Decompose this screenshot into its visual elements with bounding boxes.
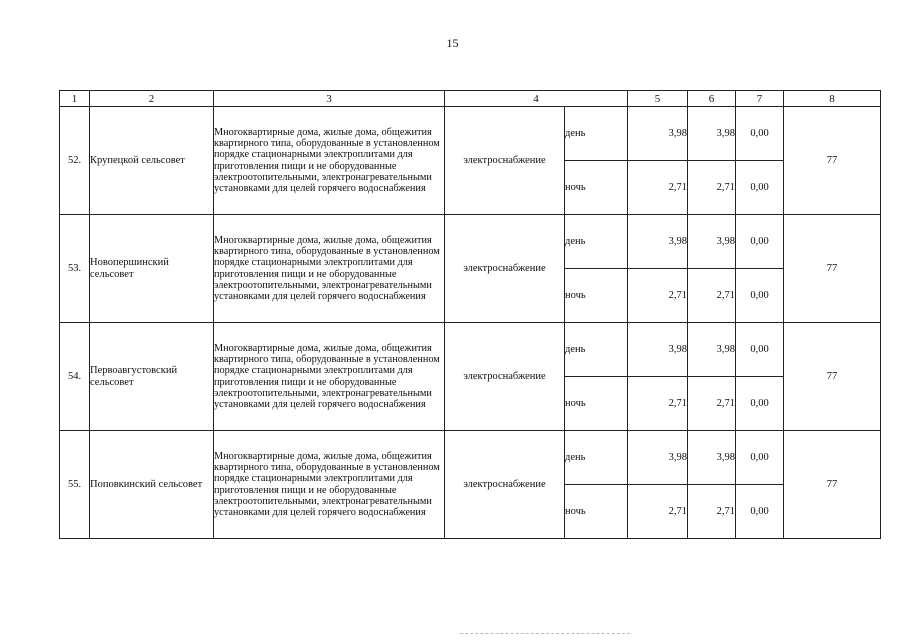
period-label: ночь: [565, 161, 628, 215]
period-label: ночь: [565, 485, 628, 539]
tariff-change-col7: 0,00: [736, 161, 784, 215]
tariff-change-col7: 0,00: [736, 485, 784, 539]
settlement-name: Крупецкой сельсовет: [90, 107, 214, 215]
table-row: [60, 107, 881, 161]
tariff-value-col6: 3,98: [688, 431, 736, 485]
column-header: 3: [214, 91, 445, 107]
column-header: 8: [784, 91, 881, 107]
tariff-change-col7: 0,00: [736, 323, 784, 377]
tariff-change-col7: 0,00: [736, 377, 784, 431]
column-header: 4: [445, 91, 628, 107]
period-label: ночь: [565, 269, 628, 323]
settlement-name: Новопершинский сельсовет: [90, 215, 214, 323]
column-header: 1: [60, 91, 90, 107]
period-label: день: [565, 215, 628, 269]
tariff-change-col7: 0,00: [736, 215, 784, 269]
header-row: [60, 91, 881, 107]
tariff-table: [59, 90, 881, 539]
tariff-value-col5: 3,98: [628, 323, 688, 377]
tariff-value-col5: 2,71: [628, 377, 688, 431]
column-header: 7: [736, 91, 784, 107]
service-type: электроснабжение: [445, 215, 565, 323]
tariff-value-col6: 2,71: [688, 485, 736, 539]
column-header: 6: [688, 91, 736, 107]
tariff-value-col5: 2,71: [628, 485, 688, 539]
scan-artifact: [460, 633, 630, 636]
period-label: день: [565, 431, 628, 485]
index-col8: 77: [784, 215, 881, 323]
tariff-value-col5: 3,98: [628, 215, 688, 269]
row-number: 53.: [60, 215, 90, 323]
page-number: 15: [446, 36, 459, 50]
service-type: электроснабжение: [445, 323, 565, 431]
index-col8: 77: [784, 431, 881, 539]
tariff-change-col7: 0,00: [736, 431, 784, 485]
table-row: [60, 215, 881, 269]
consumer-category: Многоквартирные дома, жилые дома, общежития квартирного типа, оборудованные в установленном порядке стационарными электроплитами для приготовления пищи и не оборудованные электроотопительными, электронагревательными установками для целей горячего водоснабжения: [214, 215, 445, 323]
table-row: [60, 431, 881, 485]
period-label: ночь: [565, 377, 628, 431]
row-number: 55.: [60, 431, 90, 539]
tariff-value-col6: 3,98: [688, 107, 736, 161]
tariff-value-col5: 3,98: [628, 107, 688, 161]
table-row: [60, 323, 881, 377]
consumer-category: Многоквартирные дома, жилые дома, общежития квартирного типа, оборудованные в установленном порядке стационарными электроплитами для приготовления пищи и не оборудованные электроотопительными, электронагревательными установками для целей горячего водоснабжения: [214, 323, 445, 431]
settlement-name: Первоавгустовский сельсовет: [90, 323, 214, 431]
index-col8: 77: [784, 107, 881, 215]
consumer-category: Многоквартирные дома, жилые дома, общежития квартирного типа, оборудованные в установленном порядке стационарными электроплитами для приготовления пищи и не оборудованные электроотопительными, электронагревательными установками для целей горячего водоснабжения: [214, 431, 445, 539]
settlement-name: Поповкинский сельсовет: [90, 431, 214, 539]
period-label: день: [565, 107, 628, 161]
tariff-value-col6: 2,71: [688, 377, 736, 431]
tariff-value-col5: 2,71: [628, 269, 688, 323]
tariff-value-col6: 2,71: [688, 161, 736, 215]
tariff-value-col6: 3,98: [688, 215, 736, 269]
tariff-value-col6: 3,98: [688, 323, 736, 377]
column-header: 5: [628, 91, 688, 107]
tariff-change-col7: 0,00: [736, 107, 784, 161]
tariff-change-col7: 0,00: [736, 269, 784, 323]
service-type: электроснабжение: [445, 107, 565, 215]
consumer-category: Многоквартирные дома, жилые дома, общежития квартирного типа, оборудованные в установленном порядке стационарными электроплитами для приготовления пищи и не оборудованные электроотопительными, электронагревательными установками для целей горячего водоснабжения: [214, 107, 445, 215]
service-type: электроснабжение: [445, 431, 565, 539]
tariff-value-col5: 3,98: [628, 431, 688, 485]
column-header: 2: [90, 91, 214, 107]
tariff-value-col5: 2,71: [628, 161, 688, 215]
row-number: 52.: [60, 107, 90, 215]
tariff-value-col6: 2,71: [688, 269, 736, 323]
index-col8: 77: [784, 323, 881, 431]
period-label: день: [565, 323, 628, 377]
row-number: 54.: [60, 323, 90, 431]
